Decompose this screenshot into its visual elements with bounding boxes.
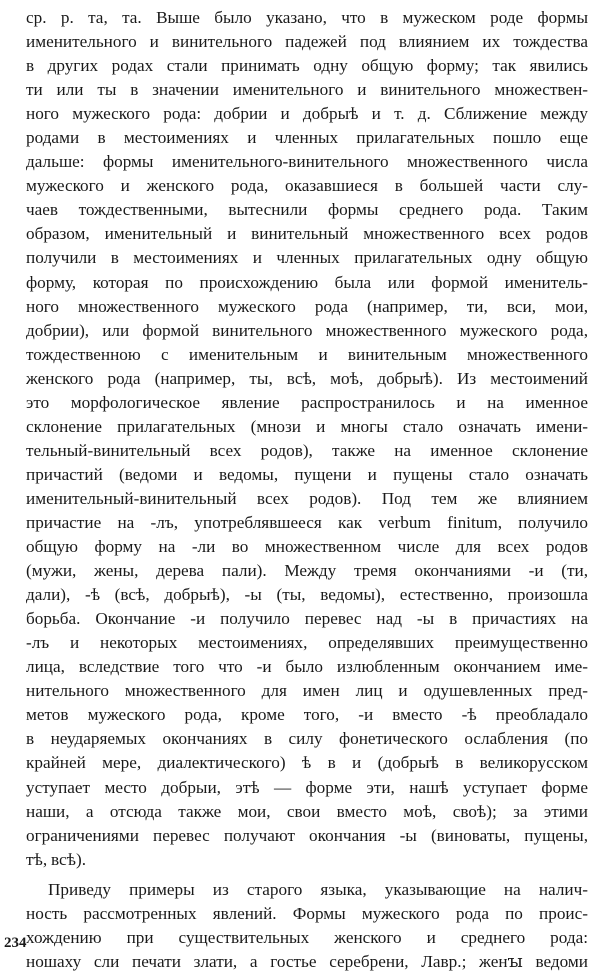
text-line: метов мужеского рода, кроме того, -и вместо -ѣ преобладало (26, 705, 588, 725)
text-line: тельный-винительный всех родов), также на именное склонение (26, 440, 588, 460)
text-line: причастий (ведоми и ведомы, пущени и пущены стало означать (26, 464, 588, 484)
text-line: в неударяемых окончаниях в силу фонетического ослабления (по (26, 729, 588, 749)
text-line: ти или ты в значении именительного и винительного множествен- (26, 80, 588, 100)
text-line: уступает место добрыи, этѣ — форме эти, нашѣ уступает форме (26, 777, 588, 797)
text-line: ношаху сли печати злати, а гостье серебрени, Лавр.; женꙑ ведоми (26, 951, 588, 971)
text-line: (мужи, жены, дерева пали). Между тремя окончаниями -и (ти, (26, 561, 588, 581)
text-line: ного мужеского рода: добрии и добрыѣ и т. д. Сближение между (26, 104, 588, 124)
text-line: ограничениями перевес получают окончания -ы (виноваты, пущены, (26, 825, 588, 845)
text-line: женского рода (например, ты, всѣ, моѣ, добрыѣ). Из местоимений (26, 368, 588, 388)
text-line: именительного и винительного падежей под влиянием их тождества (26, 32, 588, 52)
text-line: крайней мере, диалектического) ѣ в и (добрыѣ в великорусском (26, 753, 588, 773)
text-line: ного множественного мужеского рода (например, ти, вси, мои, (26, 296, 588, 316)
paragraph-2 (26, 878, 588, 974)
text-line: дальше: формы именительного-винительного множественного числа (26, 152, 588, 172)
text-line: тождественною с именительным и винительным множественного (26, 344, 588, 364)
text-line: общую форму на -ли во множественном числе для всех родов (26, 537, 588, 557)
text-line: причастие на -лъ, употреблявшееся как verbum finitum, получило (26, 512, 588, 532)
text-line: родами в местоимениях и членных прилагательных пошло еще (26, 128, 588, 148)
text-line: это морфологическое явление распространилось и на именное (26, 392, 588, 412)
text-line: тѣ, всѣ). (26, 849, 87, 869)
text-line: хождению при существительных женского и среднего рода: (26, 927, 588, 947)
text-line: нительного множественного для имен лиц и одушевленных пред- (26, 681, 588, 701)
text-line: именительный-винительный всех родов). Под тем же влиянием (26, 488, 588, 508)
text-line: Приведу примеры из старого языка, указывающие на налич- (48, 879, 588, 899)
text-line: наши, а отсюда также мои, свои вместо моѣ, своѣ); за этими (26, 801, 588, 821)
text-line: чаев тождественными, вытеснили формы среднего рода. Таким (26, 200, 588, 220)
text-line: -лъ и некоторых местоимениях, определявших преимущественно (26, 633, 588, 653)
text-line: лица, вследствие того что -и было излюбленным окончанием име- (26, 657, 588, 677)
page-number: 234 (4, 935, 27, 951)
paragraph-1 (26, 6, 588, 872)
text-line: склонение прилагательных (мнози и многы стало означать имени- (26, 416, 588, 436)
text-line: борьба. Окончание -и получило перевес над -ы в причастиях на (26, 609, 588, 629)
page-body (26, 6, 588, 974)
text-line: ность рассмотренных явлений. Формы мужеского рода по проис- (26, 903, 588, 923)
text-line: форму, которая по происхождению была или формой именитель- (26, 272, 588, 292)
text-line: добрии), или формой винительного множественного мужеского рода, (26, 320, 588, 340)
text-line: образом, именительный и винительный множественного всех родов (26, 224, 588, 244)
text-line: получили в местоимениях и членных прилагательных одну общую (26, 248, 588, 268)
text-line: ср. р. та, та. Выше было указано, что в мужеском роде формы (26, 8, 588, 27)
text-line: мужеского и женского рода, оказавшиеся в большей части слу- (26, 176, 588, 196)
text-line: в других родах стали принимать одну общую форму; так явились (26, 56, 588, 76)
text-line: дали), -ѣ (всѣ, добрыѣ), -ы (ты, ведомы), естественно, произошла (26, 585, 588, 605)
